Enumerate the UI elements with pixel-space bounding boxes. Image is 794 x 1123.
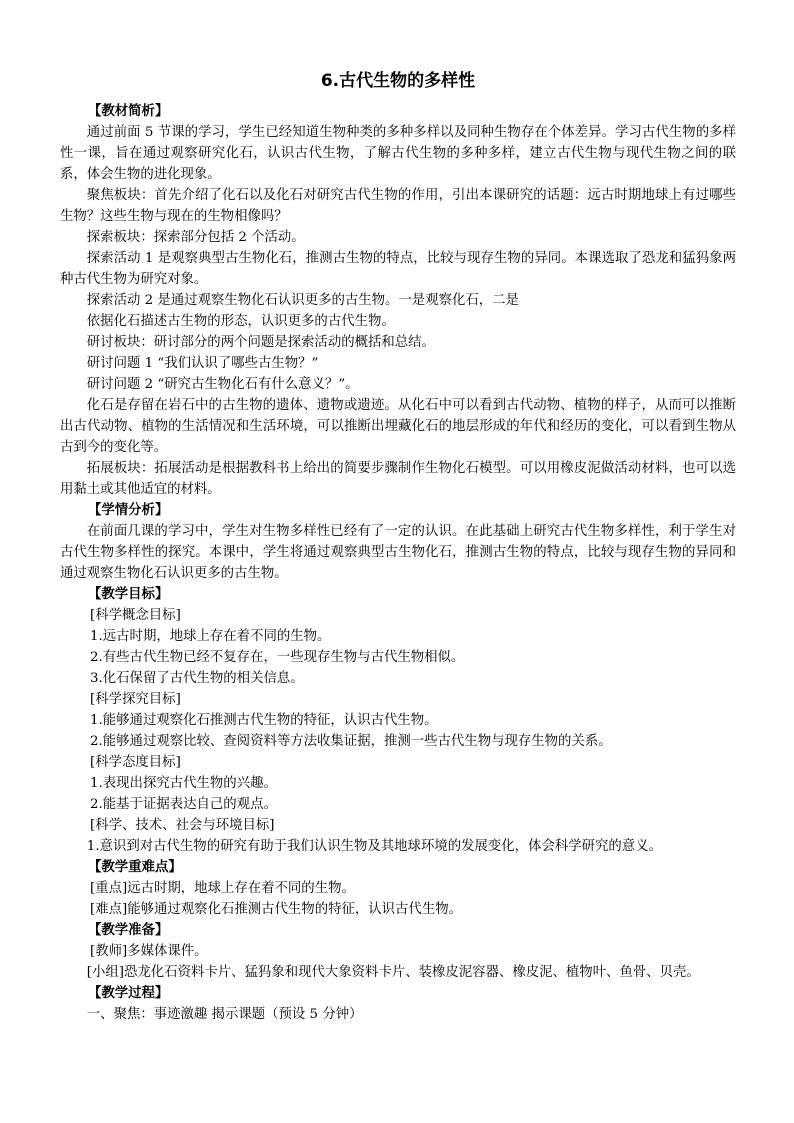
paragraph: [科学概念目标] [90, 608, 181, 623]
paragraph: [小组]恐龙化石资料卡片、猛犸象和现代大象资料卡片、装橡皮泥容器、橡皮泥、植物叶、鱼骨、贝壳。 [86, 965, 700, 980]
paragraph: 探索板块：探索部分包括 2 个活动。 [86, 230, 305, 245]
paragraph: 聚焦板块：首先介绍了化石以及化石对研究古代生物的作用，引出本课研究的话题：远古时期地球上有过哪些生物？这些生物与现在的生物相像吗？ [60, 188, 736, 224]
paragraph: 研讨问题 2 “研究古生物化石有什么意义？”。 [86, 377, 359, 392]
paragraph: [科学探究目标] [90, 692, 181, 707]
paragraph: 3.化石保留了古代生物的相关信息。 [90, 671, 304, 686]
paragraph: 通过前面 5 节课的学习，学生已经知道生物种类的多种多样以及同种生物存在个体差异。学习古代生物的多样性一课，旨在通过观察研究化石，认识古代生物，了解古代生物的多种多样，建立古代生物与现代生物之间的联系，体会生物的进化现象。 [60, 125, 736, 182]
section-heading: 【教学目标】 [88, 586, 169, 602]
section-heading: 【教材简析】 [88, 103, 169, 119]
paragraph: 在前面几课的学习中，学生对生物多样性已经有了一定的认识。在此基础上研究古代生物多样性，利于学生对古代生物多样性的探究。本课中，学生将通过观察典型古生物化石，推测古生物的特点，比较与现存生物的异同和通过观察生物化石认识更多的古生物。 [60, 524, 736, 581]
paragraph: 1.远古时期，地球上存在着不同的生物。 [90, 629, 331, 644]
paragraph: 研讨问题 1 “我们认识了哪些古生物？” [86, 356, 319, 371]
section-heading: 【教学重难点】 [88, 859, 182, 875]
paragraph: [教师]多媒体课件。 [90, 944, 208, 959]
paragraph: 1.能够通过观察化石推测古代生物的特征，认识古代生物。 [90, 713, 438, 728]
paragraph: 研讨板块：研讨部分的两个问题是探索活动的概括和总结。 [86, 335, 435, 350]
paragraph: 探索活动 2 是通过观察生物化石认识更多的古生物。一是观察化石，二是 [86, 293, 519, 308]
document-body [60, 101, 736, 1025]
paragraph: 拓展板块：拓展活动是根据教科书上给出的简要步骤制作生物化石模型。可以用橡皮泥做活动材料，也可以选用黏土或其他适宜的材料。 [60, 461, 736, 497]
paragraph: 2.有些古代生物已经不复存在，一些现存生物与古代生物相似。 [90, 650, 465, 665]
paragraph: 1.意识到对古代生物的研究有助于我们认识生物及其地球环境的发展变化，体会科学研究的意义。 [86, 839, 662, 854]
document-title: 6.古代生物的多样性 [320, 71, 476, 91]
paragraph: 依据化石描述古生物的形态，认识更多的古代生物。 [86, 314, 395, 329]
paragraph: [重点]远古时期，地球上存在着不同的生物。 [90, 881, 355, 896]
paragraph: [科学态度目标] [90, 755, 181, 770]
paragraph: 一、聚焦：事迹激趣 揭示课题（预设 5 分钟） [86, 1007, 363, 1022]
paragraph: [科学、技术、社会与环境目标] [90, 818, 275, 833]
section-heading: 【教学准备】 [88, 922, 169, 938]
paragraph: 探索活动 1 是观察典型古生物化石，推测古生物的特点，比较与现存生物的异同。本课选取了恐龙和猛犸象两种古代生物为研究对象。 [60, 251, 736, 287]
paragraph: 1.表现出探究古代生物的兴趣。 [90, 776, 277, 791]
paragraph: 2.能够通过观察比较、查阅资料等方法收集证据，推测一些古代生物与现存生物的关系。 [90, 734, 612, 749]
paragraph: [难点]能够通过观察化石推测古代生物的特征，认识古代生物。 [90, 902, 462, 917]
section-heading: 【学情分析】 [88, 502, 169, 518]
section-heading: 【教学过程】 [88, 985, 169, 1001]
paragraph: 2.能基于证据表达自己的观点。 [90, 797, 277, 812]
paragraph: 化石是存留在岩石中的古生物的遗体、遗物或遗迹。从化石中可以看到古代动物、植物的样子，从而可以推断出古代动物、植物的生活情况和生活环境，可以推断出埋藏化石的地层形成的年代和经历的变化，可以看到生物从古到今的变化等。 [60, 398, 736, 455]
